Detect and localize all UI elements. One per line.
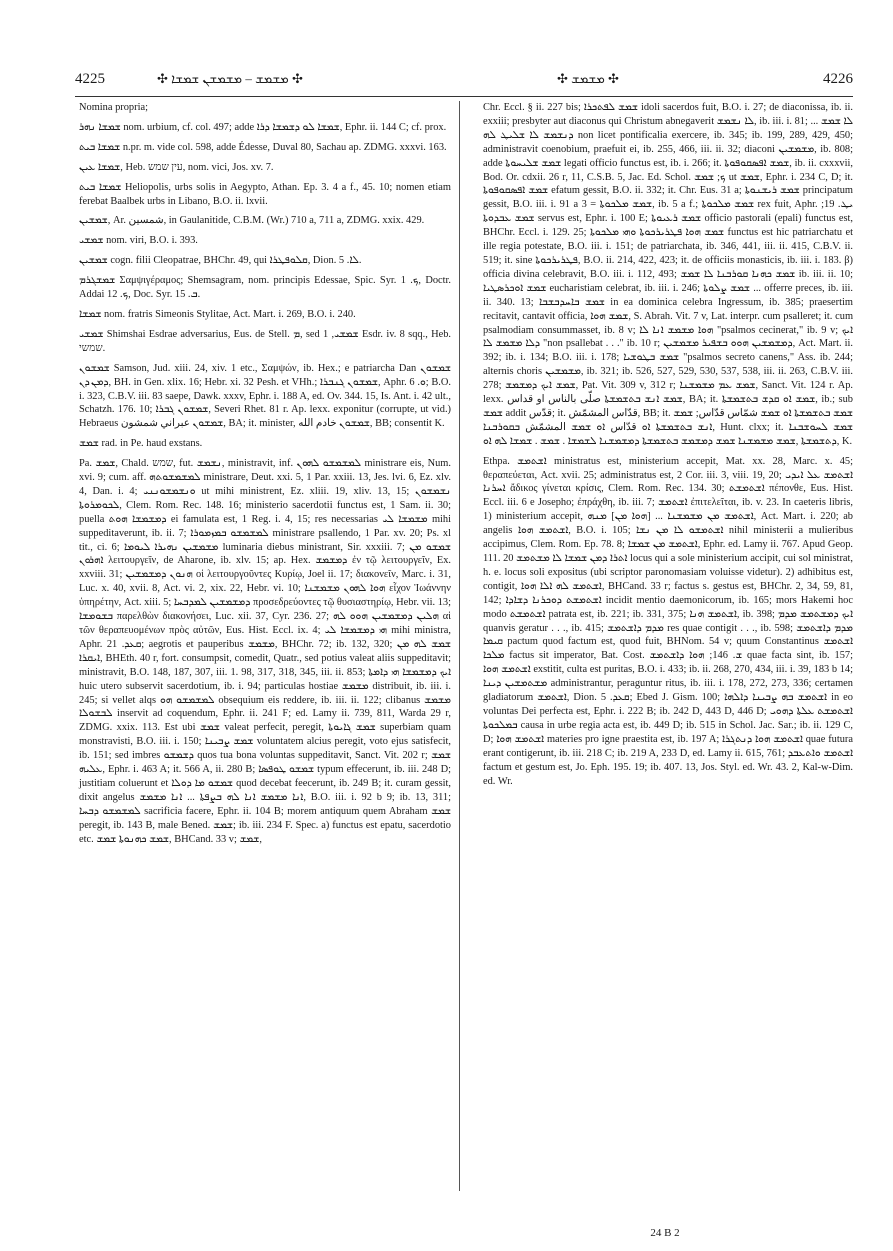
dictionary-entry: ܫܡܫܝ nom. viri, B.O. i. 393. (79, 235, 198, 247)
dictionary-entry: Pa. ܫܡܫ, Chald. שמש, fut. ܢܫܡܫ, ministravit, inf. ܠܡܫܡܫܘ ܠܗܘܢ ministrare eis, Num. xvi. 9; cum. aff. ܠܡܫܡܫܘܬܗ ministrare, Deut. xxi. 5, 1 Par. xxiii. 13, Jes. lvi. 6, Ez. xlv. 4, Dan. i. 4; ܘܢܫܡܫܘܢܢܝ ut mihi ministrent, Ez. xliii. 19, xliv. 13, 15; ܢܫܡܫܘܢ ܠܟܘܡܪܘܬܐ, Clem. Rom. Rec. 148. 16; ministerio sacerdotii functus est, 1 Sam. ii. 30; puella ܕܡܫܡܫܐ ܗܘܬ ei famulata est, 1 Reg. i. 4, 15; res necessarias ܡܫܡܫܐ ܠܝ mihi suppeditaverunt, ib. ii. 7; ܠܡܫܡܫܘ ܒܡܙܡܘܪܐ ministrare psallendo, 1 Par. xv. 20; Ps. xl tit., ci. 6; ܡܫܡܫܝܢ ܢܗܝܪܐ ܠܝܘܡܐ luminaria diebus ministrant, Sir. xxxiii. 7; ܫܡܫܘ ܡܢ ܐܗܪܘܢ λειτουργεῖν, de Aharone, ib. xlv. 15; ap. Hex. ܕܡܫܡܫ ἐν τῷ λειτουργεῖν, Ex. xxviii. 31; ܗܢܘܢ ܕܡܫܡܫܝܢ οἱ λειτουργοῦντες Κυρίῳ, Joel ii. 17; διακονεῖν, Marc. i. 31, Luc. x. 40, xvii. 8, Act. vi. 2, xix. 22, Hebr. vi. 10; ܗܘܐ ܠܗܘܢ ܡܫܡܫܢܐ εἶχον Ἰωάννην ὑπηρέτην, Act. xiii. 5; ܕܡܫܡܫܝܢ ܠܡܕܒܚܐ προσεδρεύοντες τῷ θυσιαστηρίῳ, Hebr. vii. 13; ܒܫܘܡܫܐ παρελθὼν διακονήσει, Luc. xii. 37, Cyr. 236. 27; ܗܠܝܢ ܕܡܫܡܫܝܢ ܗܘܘ ܠܗ αἱ τῶν θεραπευομένων πρὸς αὐτῶν, Eus. Hist. Eccl. ix. 4; ܗܝ ܕܡܫܡܫܐ ܠܝ mihi ministra, Aphr. ܩܥܕ. 21; aegrotis et pauperibus ܡܫܡܫ, BHChr. 72; ib. 132, 320; ܫܡܫ ܠܗ ܡܢ ܐܝܩܪܐ, BHEth. 40 r, fort. consumpsit, comedit, Quatr., sed potius valeat aliis suppeditavit; ministravit, B.O. 148, 187, 307, iii. 1. 98, 317, 318, 345, iii. ii. 853; ܐܝܟ ܕܡܫܡܫܐ ܗܝ ܕܐܡܬܐ huic utero subservit sacerdotium, ib. i. 94; particulas hostiae ܡܫܡܫ distribuit, ib. iii. i. 245; si vellet alqs ܠܡܫܡܫܘ ܗܘ obsequium eis reddere, ib. iii. ii. 122; clibanus ܡܫܡܫ ܠܒܫܘܠܐ inservit ad coquendum, Ephr. ii. 241 F; ed. Lamy ii. 739, 811, Warda 29 r, ZDMG. xxix. 113. Est ubi ܫܡܫ valeat perfecit, peregit, ܫܡܫ ܓܐܝܘܬܐ superbiam quam monstravisti, B.O. iii. i. 150; ܫܡܫ ܨܒܝܢܐ voluntatem alcius peregit, voto ejus satisfecit, ib. 151; sed imbres ܕܫܡܫܘ quos tua bona voluntas suppeditavit, Sanct. Vit. 202 r; ܫܡܫ ܥܠܝܗ, Ephr. i. 463 A; it. 566 A, ii. 280 B; ܫܡܫܘ ܛܘܦܣܐ typum effecerunt, ib. iii. 248 D; justitiam coluerunt et ܫܡܫܘ ܡܐ ܕܘܠܐ quod decebat feecerunt, ib. 249 B; it. curam gessit, dixit angelus ܐܢܐ ܡܫܡܫ ܐܢܐ ܠܗ ܒܨܦܬܐ ... ܐܢܐ ܡܫܡܫ, B.O. iii. i. 92 b 9; ib. 13, 311; ܠܡܫܡܫܘ ܕܒܚܐ sacrificia facere, Ephr. ii. 104 B; morem antiquum quem Abraham ܫܡܫ peregit, ib. 143 B, male Bened. ܫܡܫ; ib. iii. 234 F. Spec. a) functus est epatu, sacerdotio etc. ܫܡܫ ܟܗܢܘܬܐ ܫܡܫ, BHCand. 33 v; ܫܡܫ, (79, 458, 452, 845)
running-title-right: ✣ ܡܫܡܫ ✣ (557, 71, 619, 86)
columns (75, 101, 853, 847)
dictionary-entry: ܫܡܫܐ ܒܝܬ Heliopolis, urbs solis in Aegypto, Athan. Ep. 3. 4 a f., 45. 10; nomen etiam ferebat Baalbek urbs in Libano, B.O. ii. lxvii. (79, 181, 451, 207)
dictionary-entry: ܫܡܫܐ ܒܝܬ n.pr. m. vide col. 598, adde Édesse, Duval 80, Sachau ap. ZDMG. xxxvi. 163. (79, 141, 447, 153)
dictionary-entry: ܫܡܫܝ Shimshai Esdrae adversarius, Eus. de Stell. ܡ, sed ܫܡܫܝ, 1 Esdr. iv. 8 sqq., Heb. שמשי. (79, 328, 452, 354)
column-divider (459, 101, 460, 1191)
dictionary-entry: ܫܡܫܐ nom. fratris Simeonis Stylitae, Act. Mart. i. 269, B.O. i. 240. (79, 308, 356, 320)
dictionary-entry: ܫܡܫܐ ܢܗܪ nom. urbium, cf. col. 497; adde ܫܡܫܐ ܠܘ ܕܫܡܫܐ ܕܪܐ, Ephr. ii. 144 C; cf. prox. (79, 121, 447, 133)
dictionary-entry: Chr. Eccl. § ii. 227 bis; ܫܡܫ ܠܦܬܟܪܐ idoli sacerdos fuit, B.O. i. 27; de diaconissa, ib. ii. exxiii; presbyter aut diaconus qui Christum abnegaverit ܠܐ ܢܫܡܫ, ib. iii. i. 81; ܠܐ ܫܡܫ ... ܕܢܫܡܫ ܠܐ ܫܠܝܛ ܠܗ non licet pontificalia exercere, ib. 345; ib. 199, 289, 429, 450; administravit coenobium, praefuit ei, ib. 255, 466, iii. ii. 32; diaconi ܡܫܡܫܝܢ, ib. 808; adde ܫܡܫ ܫܠܝܚܘܬܐ legati officio functus est, ib. i. 266; it. ܫܡܫ ܐܦܣܩܘܦܘܬܐ, ib. ii. cxxxvii, Bod. Or. cdxii. 26 r, 11, C.S.B. 5, Jac. Ed. Schol. ܟ; ܫܡܫ ut ܫܡܫ, Ephr. i. 234 C, D; it. ܫܡܫ ܐܦܣܩܘܦܘܬܐ efatum gessit, B.O. ii. 332; it. Chr. Eus. 31 a; ܫܡܫ ܪܝܫܢܘܬܐ principatum gessit, B.O. iii. i. 91 a 3 = ܫܡܫ ܡܠܟܘܬܐ, ib. 5 a f.; ܫܡܫ ܡܠܟܘܬܐ rex fuit, Aphr. ܝܛ. 19; ܫܡܫ ܥܒܕܘܬܐ servus est, Ephr. i. 100 E; ܫܡܫ ܪܥܝܘܬܐ officio pastorali (epali) functus est, BHChr. Eccl. i. 129. 25; ܫܡܫ ܗܘܐ ܦܛܪܝܪܟܘܬܐ ܘܗܝ ܡܠܟܘܬܐ functus est hic patriarchatu et ille regia potestate, B.O. iii. i. 151; de patriarchata, ib. 346, 441, iii. ii. 415, C.B.V. ii. 519; it. sine ܦܛܪܝܪܟܘܬܐ, B.O. ii. 214, 422, 423; it. de officiis monasticis, ib. iii. i. 183. β) officia divina celebravit, B.O. iii. i. 112, 493; ܫܡܫ ܟܗܢܐ ܩܘܪܒܢܐ ܠܐ ܫܡܫ ib. iii. ii. 10; ܫܡܫ ܐܘܟܪܣܛܝܐ eucharistiam celebrat, ib. iii. i. 246; ܫܡܫ ܨܠܘܬܐ ... offerre preces, ib. iii. ii. 340. 13; ܫܡܫ ܒܐܚܕܒܫܒܐ in ea dominica celebra Ingressum, ib. 385; praesertim recitavit, cantavit officia, ܫܡܫ ܗܘܐ, S. Abrah. Vit. 7 v, Lat. interpr. cum psalleret; it. cum psalmodiam consummasset, ib. 8 v; ܗܘܐ ܡܫܡܫ ܐܢܐ ܠܐ "psalmos cecinerat," ib. 9 v; ܐܝܟ ܕܠܐ ܡܫܡܫ ܠܐ "non psallebat . . ." ib. 10 r; ܕܡܫܡܫܝܢ ܗܘܘ ܒܫܦܝܪ ܡܫܡܫܝܢ, Act. Mart. ii. 392; ib. i. 134; B.O. iii. i. 178; ܫܡܫ ܒܛܘܫܝܐ "psalmos secreto canens," Ass. ib. 244; alternis choris ܡܫܡܫܝܢ, ib. 321; ib. 526, 527, 529, 530, 537, 538, iii. ii. 263, C.B.V. iii. 278; ܫܡܫ ܐܝܟ ܕܡܫܡܫ, Pat. Vit. 309 v, 312 r; ܫܡܫ ܥܡ ܡܫܡܫܢܐ, Sanct. Vit. 124 r. Ap. lexx. ܫܡܫ ܐܢܫ ܒܬܫܡܫܬܐ صلّى بالناس او قداس, BA; it. ܫܡܫ ܐܘ ܩܕܫ ܒܬܫܡܫܬܐ, ib.; sub ܫܡܫ addit قدّس; it. قدّاس المشمّش, BB; it. ܫܡܫ ܒܬܫܡܫܬܐ ܐܘ ܫܡܫ شمّاس قدّاس; ܫܡܫ ܐܢܫ ܒܬܫܡܫܬܐ ܐܘ قدّاس ܐܘ ܫܡܫ المشمّش ܒܩܘܪܒܢܐ, Hunt. clxx; it. ܫܡܫ ܠܚܘܫܒܢܐ ܕܬܫܡܫܬܐ ,ܫܡܫ ܡܫܡܫܢܐ ܫܡܫ ܕܡܫܡܫ ܒܬܫܡܫܬܐ ܕܡܫܡܫܢܐ ܠܫܡܫܐ . ܫܡܫ . ܫܡܫܐ ܠܗ ܐܘ, K. (483, 102, 854, 447)
page-header (75, 68, 853, 90)
right-column (477, 101, 853, 847)
signature-mark: 24 B 2 (650, 1227, 680, 1239)
entry-heading: Nomina propria; (79, 102, 148, 113)
dictionary-entry: ܫܡܫܐ ܥܝܢ, Heb. עין שמש, nom. vici, Jos. xv. 7. (79, 161, 274, 173)
dictionary-entry: Ethpa. ܐܫܬܡܫ ministratus est, ministerium accepit, Mat. xx. 28, Marc. x. 45; θεραπεύεται, Act. xvii. 25; administratus est, 2 Cor. iii. 3, viii. 19, 20; ܐܫܬܡܫ ܥܠ ܐܝܕܝ ܐܚܪܢܐ ἄδικος γίνεται κρίσις, Clem. Rom. Rec. 134. 30; ܐܫܬܡܫܬ πέπονθε, Eus. Hist. Eccl. iii. 6 e Josepho; ἐπράχθη, ib. iii. 7; ܐܫܬܡܫ ἐπιτελεῖται, ib. v. 23. In caeteris libris, 1) ministerium accepit, ܐܫܬܡܫ ܡܢ ܡܫܡܫܢܐ ... [ܗܘܐ ܡܢ] ܡܢܗ, Act. Mart. i. 220; ab angelis ܐܫܬܡܫ ܗܘܐ, B.O. i. 105; ܐܫܬܡܫܘ ܠܐ ܡܢ ܢܫܐ nihil ministerii a mulieribus accipimus, Clem. Rom. Ep. 78. 8; ܐܫܬܡܫ ܡܢ ܫܡܫܐ, Ephr. ed. Lamy ii. 767. Apud Geop. 111. 20 ܐܬܪܐ ܕܡܢ ܫܡܫܐ ܠܐ ܡܫܬܡܫ locus qui a sole ministerium accipit, cui sol ministrat, h. e. locus soli expositus (ubi scriptor paronomasiam voluisse videtur). 2) adhibitus est, contigit, ܐܫܬܡܫ ܠܗ ܐܠܐ ܗܘܐ, BHCand. 33 r; factus s. gestus est, BHChr. 2, 34, 59, 81, 142; ܐܫܬܡܫܬ ܕܘܟܪܢܐ ܕܫܐܕܐ incidit mentio daemonicorum, ib. 165; mors Hakemi hoc modo ܐܫܬܡܫܬ patrata est, ib. 221; ib. 331, 375; ܐܫܬܡܫ ܗܢܐ, ib. 398; ܐܝܟ ܕܡܫܬܡܫ ܡܕܡ quanvis geratur . . ., ib. 415; ܡܕܡ ܕܐܫܬܡܫ res quae contigit . . ., ib. 598; ܡܕܡ ܕܐܫܬܡܫ ܩܝܡܐ pactum quod factum est, quod fuit, BHNom. 54 v; quum Constantinus ܐܫܬܡܫ ܡܠܟܐ factus sit imperator, Bat. Cost. ܫ. 146; ܗܘܐ ܕܐܫܬܡܫ quae facta sint, ib. 157; ܐܫܬܡܫ ܗܘܐ exstitit, culta est puritas, B.O. i. 433; ib. ii. 268, 270, 434, iii. i. 39, 183 b 14; ܡܫܬܡܫܝܢ ܕܝܢܐ administrantur, peraguntur ritus, ib. iii. i. 178, 272, 273, 336; certamen gladiatorum ܐܫܬܡܫ, Dion. ܩܥܕ. 5; Ebed J. Gism. 100; ܐܫܬܡܫ ܒܗ ܨܒܝܢܐ ܕܐܠܗܐ in eo voluntas Dei perfecta est, Ephr. i. 222 B; ib. 242 D, 443 D, 446 D; ܐܫܬܡܫܬ ܥܠܬܐ ܕܗܘܝ ܒܡܠܟܘܬܐ causa in urbe regia acta est, ib. 449 D; ib. 515 in Schol. Jac. Sar.; ib. ii. 129 C, D; ܐܫܬܡܫ ܗܘܐ materies pro igne praestita est, ib. 197 A; ܐܫܬܡܫ ܗܘܐ ܕܢܬܓܪܐ quae futura erant contigerunt, ib. iii. 218 C; ib. 219 A, 233 D, ed. Lamy ii. 615, 761; ܐܫܬܡܫ ܘܐܬܥܒܕ factum et gestum est, Jo. Eph. 195. 19; ib. 407. 13, Jos. Styl. ed. Wr. 43. 2, Kal-w-Dim. ed. Wr. (483, 455, 854, 787)
running-title-left: ✣ ܡܫܡܫ – ܡܫܡܫܢ ܫܡܫܐ ✣ (157, 71, 303, 86)
page-number-right: 4226 (823, 71, 853, 87)
header-rule (75, 96, 853, 97)
dictionary-entry: ܫܡܫܓܪܡ Σαμψιγέραμος; Shemsagram, nom. principis Edessae, Spic. Syr. ܟ. 1, Doctr. Addai ܟ. 12, Doc. Syr. ܒ. 15. (79, 275, 451, 301)
dictionary-entry: ܫܡܫ rad. in Pe. haud exstans. (79, 438, 203, 450)
dictionary-entry: ܫܡܫܝܢ cogn. filii Cleopatrae, BHChr. 49, qui ܩܠܘܦܛܪܐ, Dion. ܠܐ. 5. (79, 255, 362, 267)
page-number-left: 4225 (75, 71, 105, 87)
left-column (75, 101, 451, 847)
dictionary-entry: ܫܡܫܘܢ Samson, Jud. xiii. 24, xiv. 1 etc., Σαμψών, ib. Hex.; e patriarcha Dan ܫܡܫܘܢ ܕܡܢ ܕܢ, BH. in Gen. xlix. 16; Hebr. xi. 32 Pesh. et VHh.; ܫܡܫܘܢ ܓܢܒܪܐ, Aphr. ܘ. 6; B.O. i. 323, C.B.V. iii. 83 saepe, Dawk. xxxv, Ephr. i. 188 A, ed. Ov. 344. 15, Is. Ant. i. 42 ult., Schatzh. 176. 10; ܫܡܫܘܢ ܓܒܪܐ, Severi Rhet. 81 r. Ap. lexx. exponitur (corrupte, ut vid.) Hebraeus ܫܡܫܘܢ عبراني شمشون, BA; it. minister, ܫܡܫܘܢ خادم الله, BB; consentit K. (79, 362, 452, 430)
dictionary-entry: ܫܡܫܝܢ, Ar. شمسين, in Gaulanitide, C.B.M. (Wr.) 710 a, 711 a, ZDMG. xxix. 429. (79, 215, 425, 227)
